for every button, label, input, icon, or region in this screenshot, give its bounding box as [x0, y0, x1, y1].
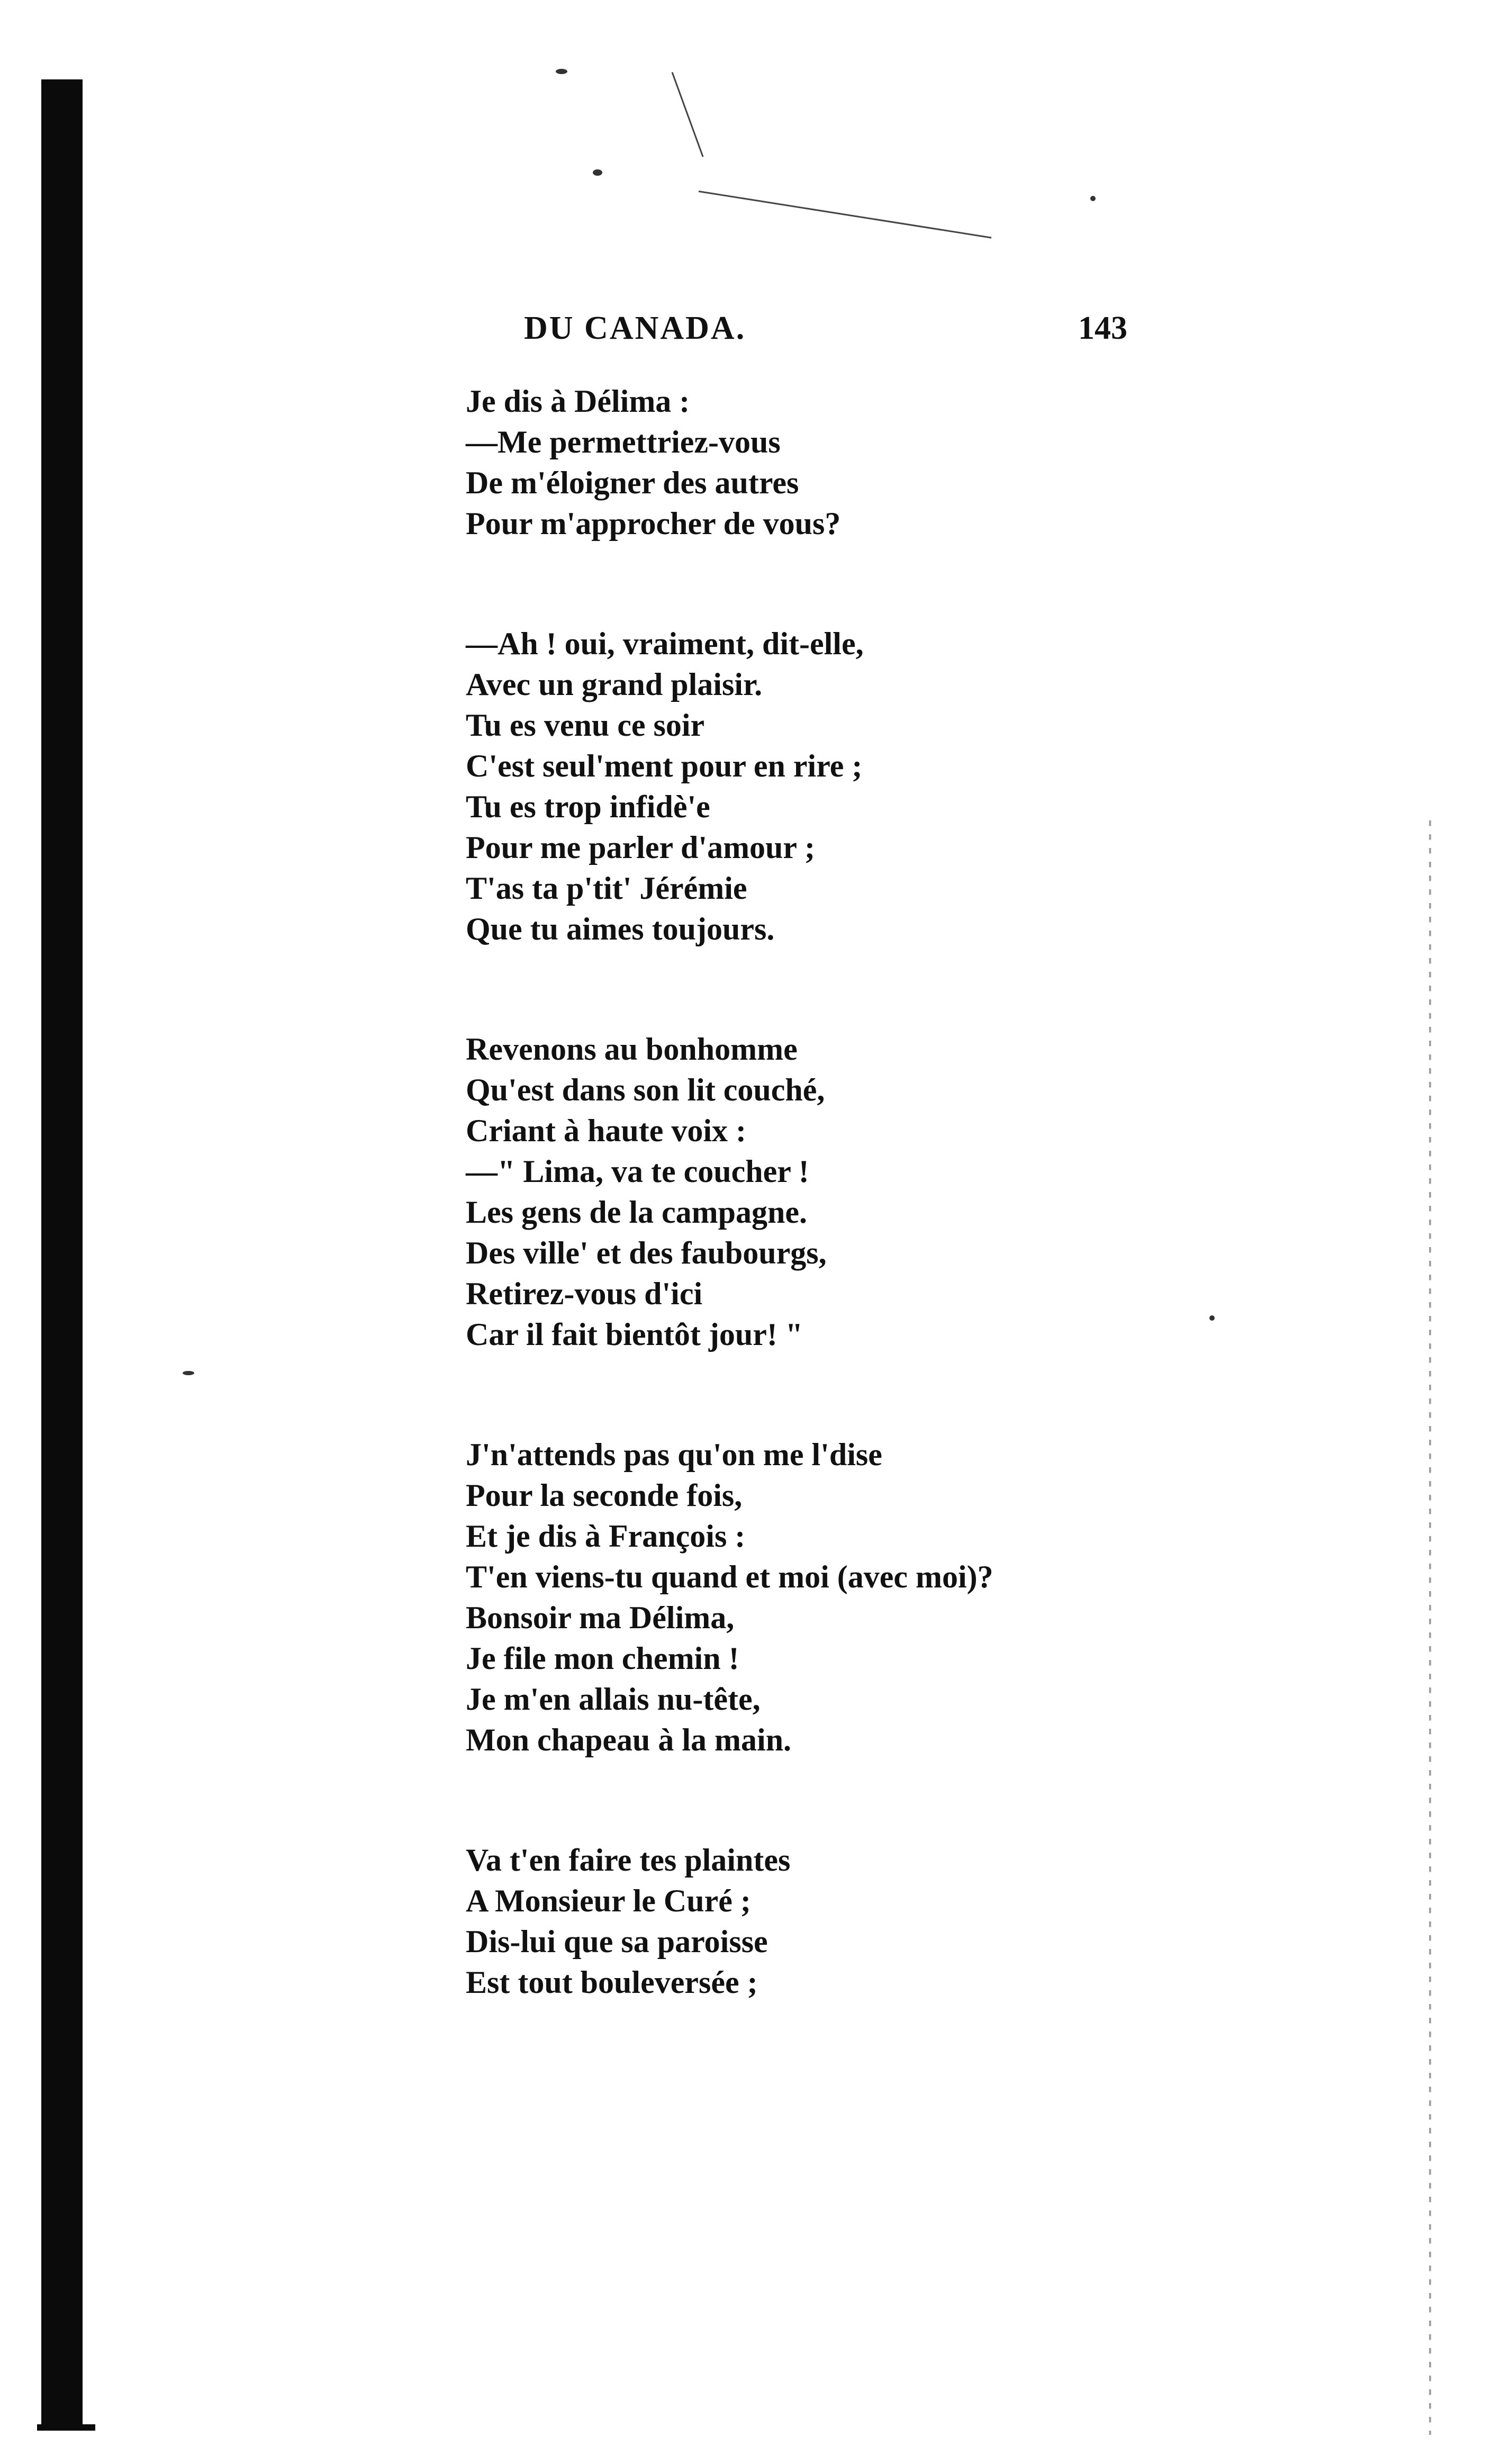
verse-line: Retirez-vous d'ici	[466, 1276, 703, 1311]
verse-line: Criant à haute voix :	[466, 1113, 746, 1148]
verse-line: Qu'est dans son lit couché,	[466, 1072, 825, 1107]
verse-line: C'est seul'ment pour en rire ;	[466, 748, 863, 783]
verse-line: Tu es trop infidè'e	[466, 789, 710, 824]
scan-artifact	[183, 1371, 194, 1375]
verse-line: Dis-lui que sa paroisse	[466, 1924, 768, 1959]
stanza-3	[466, 1029, 1101, 1355]
binding-edge-foot	[37, 2424, 95, 2431]
page-number: 143	[1078, 310, 1127, 346]
verse-line: —Me permettriez-vous	[466, 425, 781, 459]
scan-artifact	[699, 191, 992, 239]
verse-line: Pour m'approcher de vous?	[466, 506, 841, 541]
verse-line: Avec un grand plaisir.	[466, 667, 763, 702]
scan-artifact	[1090, 196, 1096, 201]
verse-line: Les gens de la campagne.	[466, 1195, 807, 1230]
stanza-4	[466, 1434, 1101, 1761]
verse-line: Pour me parler d'amour ;	[466, 830, 815, 865]
verse-line: Car il fait bientôt jour! "	[466, 1317, 803, 1352]
verse-line: Tu es venu ce soir	[466, 708, 705, 743]
verse-line: —" Lima, va te coucher !	[466, 1154, 809, 1189]
verse-line: Va t'en faire tes plaintes	[466, 1843, 791, 1878]
scan-artifact	[556, 69, 567, 74]
poem-text	[466, 381, 1101, 2082]
verse-line: Des ville' et des faubourgs,	[466, 1235, 827, 1270]
binding-edge	[41, 79, 83, 2430]
verse-line: A Monsieur le Curé ;	[466, 1883, 751, 1918]
running-head: DU CANADA.	[524, 310, 746, 346]
verse-line: Je dis à Délima :	[466, 384, 690, 419]
page-header	[524, 310, 1127, 357]
scan-artifact	[672, 72, 704, 157]
verse-line: Pour la seconde fois,	[466, 1478, 743, 1513]
verse-line: Que tu aimes toujours.	[466, 911, 775, 946]
verse-line: Mon chapeau à la main.	[466, 1722, 792, 1757]
verse-line: Je m'en allais nu-tête,	[466, 1682, 761, 1717]
scan-artifact	[1209, 1315, 1215, 1321]
verse-line: —Ah ! oui, vraiment, dit-elle,	[466, 626, 864, 661]
page-edge-marks	[1429, 820, 1431, 2435]
verse-line: J'n'attends pas qu'on me l'dise	[466, 1437, 882, 1472]
scan-artifact	[593, 169, 602, 176]
stanza-1	[466, 381, 1101, 544]
verse-line: Bonsoir ma Délima,	[466, 1600, 735, 1635]
stanza-2	[466, 624, 1101, 950]
verse-line: Je file mon chemin !	[466, 1641, 739, 1676]
verse-line: De m'éloigner des autres	[466, 465, 799, 500]
verse-line: Et je dis à François :	[466, 1519, 746, 1554]
stanza-5	[466, 1840, 1101, 2003]
verse-line: Revenons au bonhomme	[466, 1032, 798, 1067]
verse-line: T'as ta p'tit' Jérémie	[466, 871, 747, 906]
verse-line: T'en viens-tu quand et moi (avec moi)?	[466, 1559, 993, 1594]
verse-line: Est tout bouleversée ;	[466, 1965, 758, 2000]
